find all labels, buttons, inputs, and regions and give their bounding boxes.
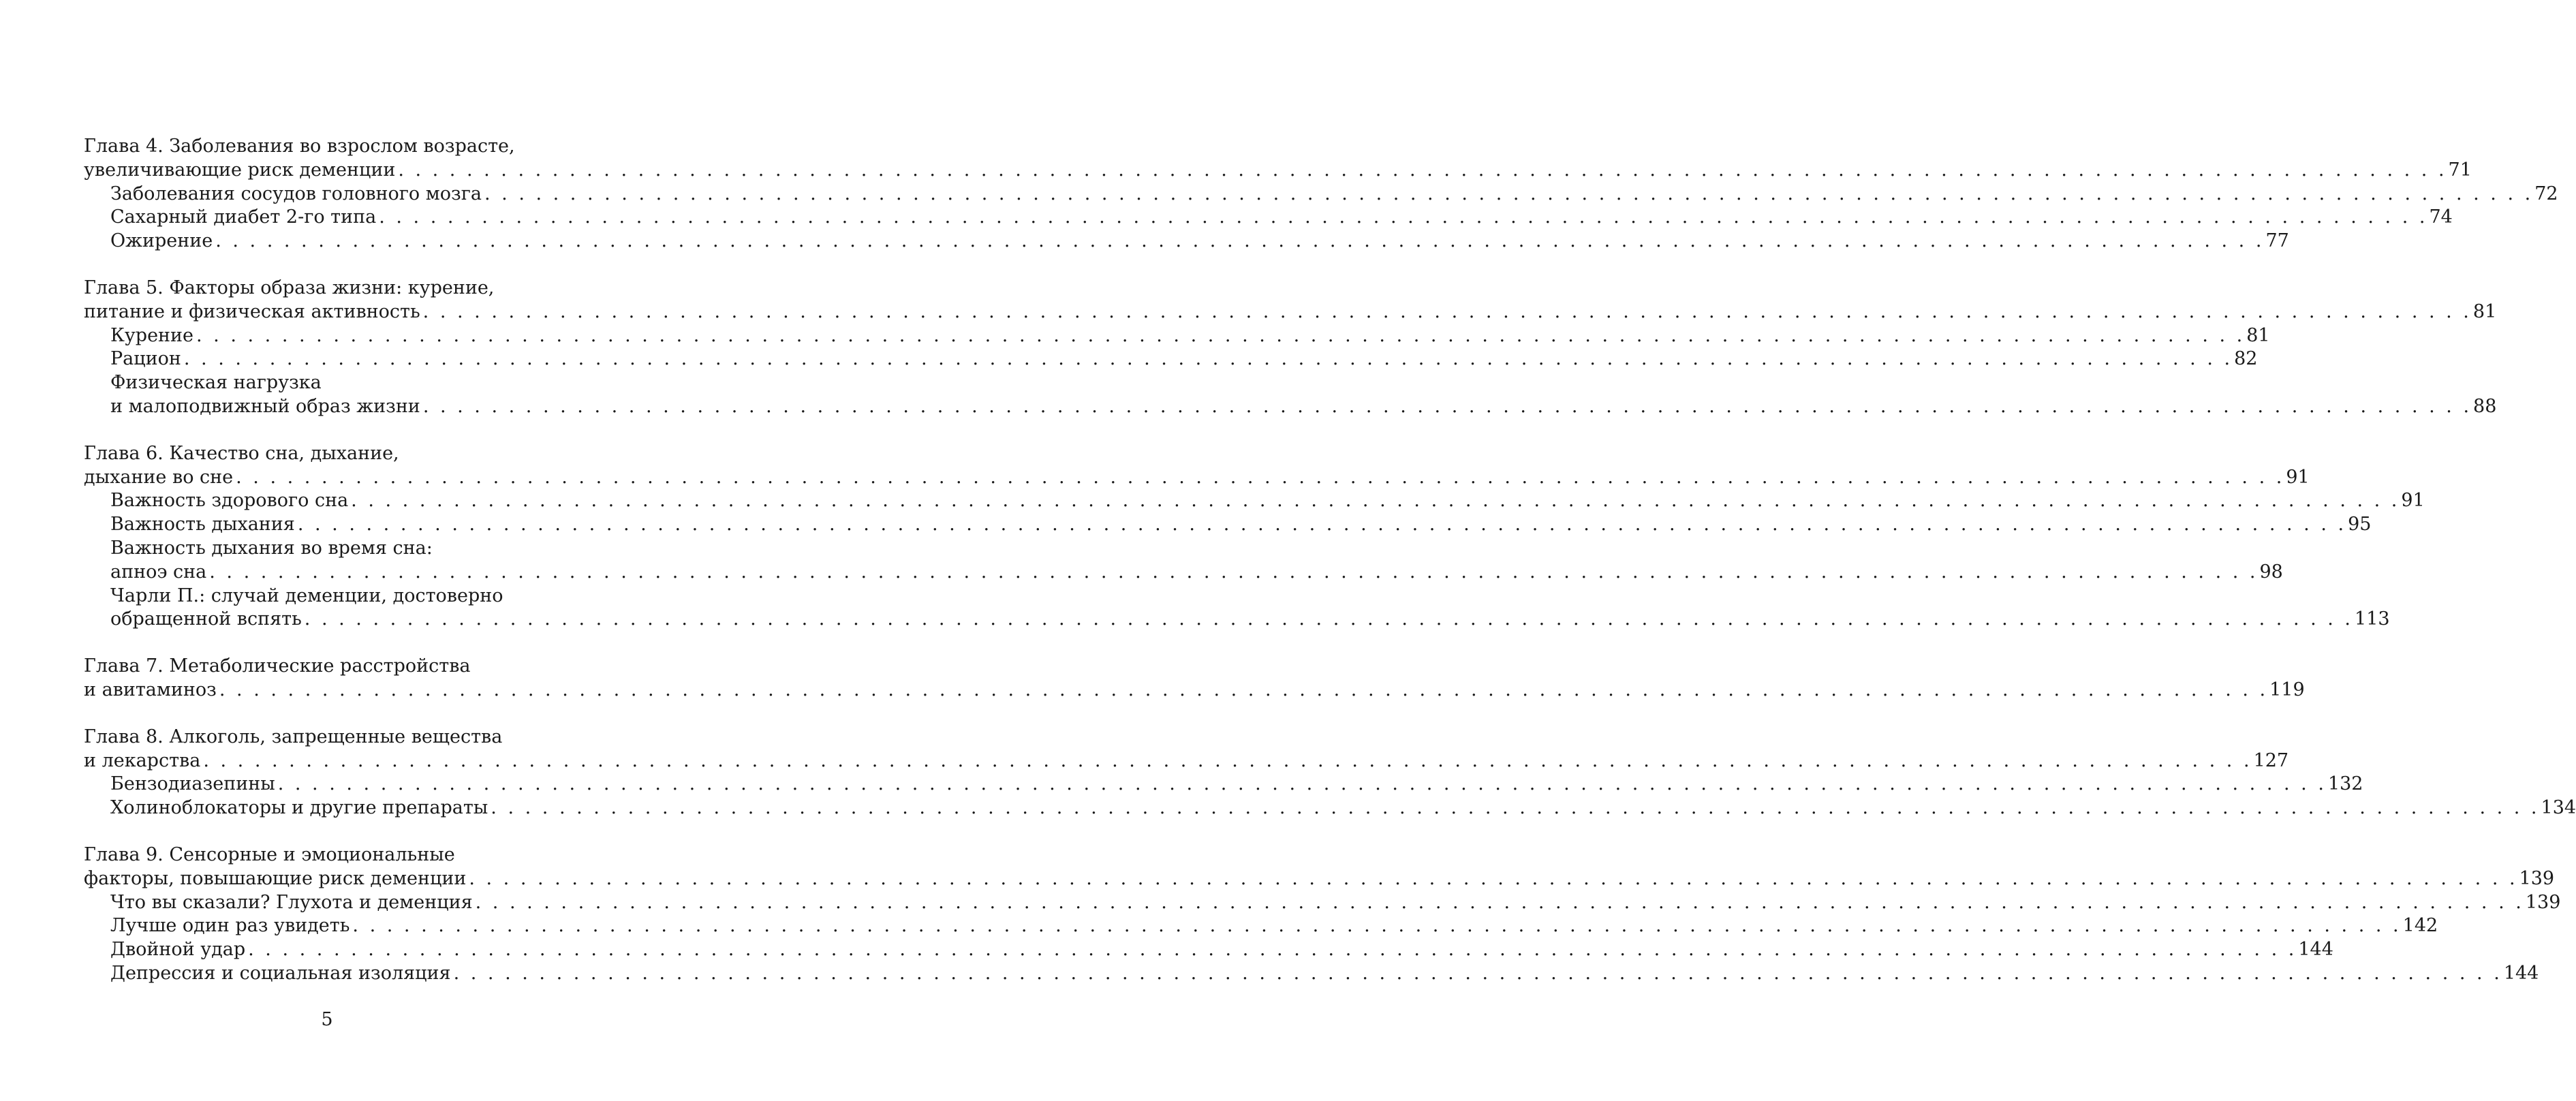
toc-section-line	[84, 230, 2289, 253]
toc-section-line	[84, 938, 2333, 962]
page-number: 5	[321, 1009, 333, 1030]
toc-leader-dots: . . . . . . . . . . . . . . . . . . . . . . . . . . . . . . . . . . . . . . . . . . . . . . . . . . . . . . . . . . . . . . . . . . . . . . . . . . . . . . . . . . . . . . . . . . . . . . . . . . . . . . . . . . . . . . . . . . . . . . . .	[215, 230, 2265, 252]
toc-chapter	[84, 277, 2497, 419]
toc-entry-title: апноэ сна	[110, 561, 207, 583]
toc-leader-dots: . . . . . . . . . . . . . . . . . . . . . . . . . . . . . . . . . . . . . . . . . . . . . . . . . . . . . . . . . . . . . . . . . . . . . . . . . . . . . . . . . . . . . . . . . . . . . . . . . . . . . . . . . . . . . . . . . . . . . . . .	[453, 962, 2502, 984]
toc-leader-dots: . . . . . . . . . . . . . . . . . . . . . . . . . . . . . . . . . . . . . . . . . . . . . . . . . . . . . . . . . . . . . . . . . . . . . . . . . . . . . . . . . . . . . . . . . . . . . . . . . . . . . . . . . . . . . . . . . . . . . . . .	[183, 348, 2233, 370]
toc-entry-title: Что вы сказали? Глухота и деменция	[110, 891, 473, 913]
toc-entry-title: обращенной вспять	[110, 608, 302, 630]
toc-chapter	[84, 135, 2558, 253]
toc-entry-title: Холиноблокаторы и другие препараты	[110, 797, 488, 819]
toc-entry-title: Глава 6. Качество сна, дыхание,	[84, 442, 399, 464]
toc-chapter-line	[84, 300, 2497, 324]
toc-leader-dots: . . . . . . . . . . . . . . . . . . . . . . . . . . . . . . . . . . . . . . . . . . . . . . . . . . . . . . . . . . . . . . . . . . . . . . . . . . . . . . . . . . . . . . . . . . . . . . . . . . . . . . . . . . . . . . . . . . . . . . . .	[203, 749, 2252, 771]
toc-chapter	[84, 655, 2305, 702]
toc-section-line	[84, 537, 565, 561]
toc-page-number: 98	[2259, 561, 2283, 583]
toc-leader-dots: . . . . . . . . . . . . . . . . . . . . . . . . . . . . . . . . . . . . . . . . . . . . . . . . . . . . . . . . . . . . . . . . . . . . . . . . . . . . . . . . . . . . . . . . . . . . . . . . . . . . . . . . . . . . . . . . . . . . . . . .	[379, 206, 2428, 228]
toc-entry-title: Важность дыхания во время сна:	[110, 537, 433, 559]
toc-page-number: 81	[2472, 300, 2497, 322]
toc-entry-title: Ожирение	[110, 230, 213, 252]
toc-chapter	[84, 726, 2576, 820]
toc-section-line	[84, 608, 2390, 632]
toc-leader-dots: . . . . . . . . . . . . . . . . . . . . . . . . . . . . . . . . . . . . . . . . . . . . . . . . . . . . . . . . . . . . . . . . . . . . . . . . . . . . . . . . . . . . . . . . . . . . . . . . . . . . . . . . . . . . . . . . . . . . . . . .	[304, 608, 2354, 630]
toc-section-line	[84, 183, 2558, 206]
toc-section-line	[84, 585, 565, 608]
toc-entry-title: Рацион	[110, 348, 181, 370]
table-of-contents	[84, 135, 2576, 1009]
toc-leader-dots: . . . . . . . . . . . . . . . . . . . . . . . . . . . . . . . . . . . . . . . . . . . . . . . . . . . . . . . . . . . . . . . . . . . . . . . . . . . . . . . . . . . . . . . . . . . . . . . . . . . . . . . . . . . . . . . . . . . . . . . .	[297, 514, 2347, 536]
toc-page-number: 74	[2429, 206, 2453, 228]
toc-leader-dots: . . . . . . . . . . . . . . . . . . . . . . . . . . . . . . . . . . . . . . . . . . . . . . . . . . . . . . . . . . . . . . . . . . . . . . . . . . . . . . . . . . . . . . . . . . . . . . . . . . . . . . . . . . . . . . . . . . . . . . . .	[248, 939, 2297, 961]
toc-page-number: 71	[2448, 159, 2472, 181]
toc-entry-title: Бензодиазепины	[110, 773, 275, 795]
toc-leader-dots: . . . . . . . . . . . . . . . . . . . . . . . . . . . . . . . . . . . . . . . . . . . . . . . . . . . . . . . . . . . . . . . . . . . . . . . . . . . . . . . . . . . . . . . . . . . . . . . . . . . . . . . . . . . . . . . . . . . . . . . .	[469, 867, 2518, 889]
toc-chapter-line	[84, 655, 565, 679]
toc-entry-title: Важность дыхания	[110, 514, 295, 536]
toc-page-number: 132	[2327, 773, 2363, 795]
toc-leader-dots: . . . . . . . . . . . . . . . . . . . . . . . . . . . . . . . . . . . . . . . . . . . . . . . . . . . . . . . . . . . . . . . . . . . . . . . . . . . . . . . . . . . . . . . . . . . . . . . . . . . . . . . . . . . . . . . . . . . . . . . .	[398, 159, 2447, 181]
toc-page-number: 113	[2355, 608, 2390, 630]
toc-section-line	[84, 371, 565, 395]
toc-leader-dots: . . . . . . . . . . . . . . . . . . . . . . . . . . . . . . . . . . . . . . . . . . . . . . . . . . . . . . . . . . . . . . . . . . . . . . . . . . . . . . . . . . . . . . . . . . . . . . . . . . . . . . . . . . . . . . . . . . . . . . . .	[277, 773, 2327, 795]
toc-section-line	[84, 324, 2270, 348]
toc-section-line	[84, 561, 2283, 585]
toc-entry-title: увеличивающие риск деменции	[84, 159, 396, 181]
toc-leader-dots: . . . . . . . . . . . . . . . . . . . . . . . . . . . . . . . . . . . . . . . . . . . . . . . . . . . . . . . . . . . . . . . . . . . . . . . . . . . . . . . . . . . . . . . . . . . . . . . . . . . . . . . . . . . . . . . . . . . . . . . .	[491, 797, 2540, 819]
toc-page-number: 88	[2473, 395, 2497, 417]
toc-page-number: 139	[2525, 891, 2561, 913]
toc-chapter-line	[84, 135, 565, 159]
toc-entry-title: и лекарства	[84, 749, 201, 771]
toc-chapter-line	[84, 843, 565, 867]
toc-page-number: 142	[2402, 915, 2438, 937]
toc-leader-dots: . . . . . . . . . . . . . . . . . . . . . . . . . . . . . . . . . . . . . . . . . . . . . . . . . . . . . . . . . . . . . . . . . . . . . . . . . . . . . . . . . . . . . . . . . . . . . . . . . . . . . . . . . . . . . . . . . . . . . . . .	[196, 324, 2246, 346]
toc-page-number: 72	[2534, 183, 2558, 204]
toc-chapter-line	[84, 159, 2472, 183]
toc-section-line	[84, 347, 2258, 371]
toc-page-number: 144	[2298, 939, 2333, 961]
toc-page-number: 95	[2348, 514, 2372, 536]
toc-entry-title: Двойной удар	[110, 939, 246, 961]
toc-chapter-line	[84, 726, 565, 749]
toc-chapter-line	[84, 466, 2310, 490]
toc-leader-dots: . . . . . . . . . . . . . . . . . . . . . . . . . . . . . . . . . . . . . . . . . . . . . . . . . . . . . . . . . . . . . . . . . . . . . . . . . . . . . . . . . . . . . . . . . . . . . . . . . . . . . . . . . . . . . . . . . . . . . . . .	[351, 490, 2400, 512]
toc-section-line	[84, 206, 2453, 230]
toc-chapter-line	[84, 679, 2305, 702]
toc-section-line	[84, 773, 2363, 796]
toc-entry-title: дыхание во сне	[84, 466, 234, 488]
toc-page-number: 77	[2265, 230, 2289, 252]
toc-page-number: 139	[2519, 867, 2555, 889]
toc-entry-title: Важность здорового сна	[110, 490, 349, 512]
toc-leader-dots: . . . . . . . . . . . . . . . . . . . . . . . . . . . . . . . . . . . . . . . . . . . . . . . . . . . . . . . . . . . . . . . . . . . . . . . . . . . . . . . . . . . . . . . . . . . . . . . . . . . . . . . . . . . . . . . . . . . . . . . .	[219, 679, 2269, 700]
toc-section-line	[84, 395, 2497, 419]
toc-page-number: 144	[2503, 962, 2539, 984]
toc-entry-title: Глава 7. Метаболические расстройства	[84, 655, 471, 677]
toc-entry-title: Глава 5. Факторы образа жизни: курение,	[84, 277, 495, 298]
toc-page-number: 81	[2246, 324, 2270, 346]
toc-entry-title: Лучше один раз увидеть	[110, 915, 350, 937]
toc-entry-title: Заболевания сосудов головного мозга	[110, 183, 482, 204]
toc-page-number: 91	[2286, 466, 2310, 488]
toc-leader-dots: . . . . . . . . . . . . . . . . . . . . . . . . . . . . . . . . . . . . . . . . . . . . . . . . . . . . . . . . . . . . . . . . . . . . . . . . . . . . . . . . . . . . . . . . . . . . . . . . . . . . . . . . . . . . . . . . . . . . . . . .	[209, 561, 2259, 583]
toc-chapter	[84, 442, 2425, 632]
toc-section-line	[84, 489, 2425, 513]
toc-chapter-line	[84, 867, 2555, 891]
toc-section-line	[84, 796, 2576, 820]
toc-chapter-line	[84, 749, 2289, 773]
toc-page-number: 119	[2269, 679, 2305, 700]
toc-page-number: 91	[2401, 490, 2425, 512]
toc-entry-title: Сахарный диабет 2-го типа	[110, 206, 377, 228]
toc-entry-title: Чарли П.: случай деменции, достоверно	[110, 585, 503, 606]
toc-leader-dots: . . . . . . . . . . . . . . . . . . . . . . . . . . . . . . . . . . . . . . . . . . . . . . . . . . . . . . . . . . . . . . . . . . . . . . . . . . . . . . . . . . . . . . . . . . . . . . . . . . . . . . . . . . . . . . . . . . . . . . . .	[484, 183, 2534, 204]
toc-leader-dots: . . . . . . . . . . . . . . . . . . . . . . . . . . . . . . . . . . . . . . . . . . . . . . . . . . . . . . . . . . . . . . . . . . . . . . . . . . . . . . . . . . . . . . . . . . . . . . . . . . . . . . . . . . . . . . . . . . . . . . . .	[422, 300, 2472, 322]
toc-entry-title: факторы, повышающие риск деменции	[84, 867, 467, 889]
toc-entry-title: и авитаминоз	[84, 679, 217, 700]
toc-section-line	[84, 513, 2372, 537]
toc-entry-title: Курение	[110, 324, 194, 346]
toc-section-line	[84, 914, 2438, 938]
toc-leader-dots: . . . . . . . . . . . . . . . . . . . . . . . . . . . . . . . . . . . . . . . . . . . . . . . . . . . . . . . . . . . . . . . . . . . . . . . . . . . . . . . . . . . . . . . . . . . . . . . . . . . . . . . . . . . . . . . . . . . . . . . .	[352, 915, 2402, 937]
toc-section-line	[84, 891, 2561, 915]
toc-section-line	[84, 962, 2539, 986]
toc-chapter-line	[84, 277, 565, 300]
toc-entry-title: Депрессия и социальная изоляция	[110, 962, 451, 984]
toc-leader-dots: . . . . . . . . . . . . . . . . . . . . . . . . . . . . . . . . . . . . . . . . . . . . . . . . . . . . . . . . . . . . . . . . . . . . . . . . . . . . . . . . . . . . . . . . . . . . . . . . . . . . . . . . . . . . . . . . . . . . . . . .	[236, 466, 2285, 488]
toc-entry-title: Глава 8. Алкоголь, запрещенные вещества	[84, 726, 503, 747]
toc-leader-dots: . . . . . . . . . . . . . . . . . . . . . . . . . . . . . . . . . . . . . . . . . . . . . . . . . . . . . . . . . . . . . . . . . . . . . . . . . . . . . . . . . . . . . . . . . . . . . . . . . . . . . . . . . . . . . . . . . . . . . . . .	[475, 891, 2524, 913]
toc-chapter-line	[84, 442, 565, 466]
toc-entry-title: Глава 9. Сенсорные и эмоциональные	[84, 843, 455, 865]
toc-chapter	[84, 843, 2561, 986]
toc-entry-title: питание и физическая активность	[84, 300, 420, 322]
toc-leader-dots: . . . . . . . . . . . . . . . . . . . . . . . . . . . . . . . . . . . . . . . . . . . . . . . . . . . . . . . . . . . . . . . . . . . . . . . . . . . . . . . . . . . . . . . . . . . . . . . . . . . . . . . . . . . . . . . . . . . . . . . .	[422, 395, 2472, 417]
toc-entry-title: Физическая нагрузка	[110, 372, 322, 394]
toc-page-number: 82	[2234, 348, 2258, 370]
toc-page-number: 134	[2541, 797, 2576, 819]
toc-entry-title: и малоподвижный образ жизни	[110, 395, 420, 417]
toc-page-number: 127	[2253, 749, 2289, 771]
toc-entry-title: Глава 4. Заболевания во взрослом возрасте,	[84, 136, 515, 157]
